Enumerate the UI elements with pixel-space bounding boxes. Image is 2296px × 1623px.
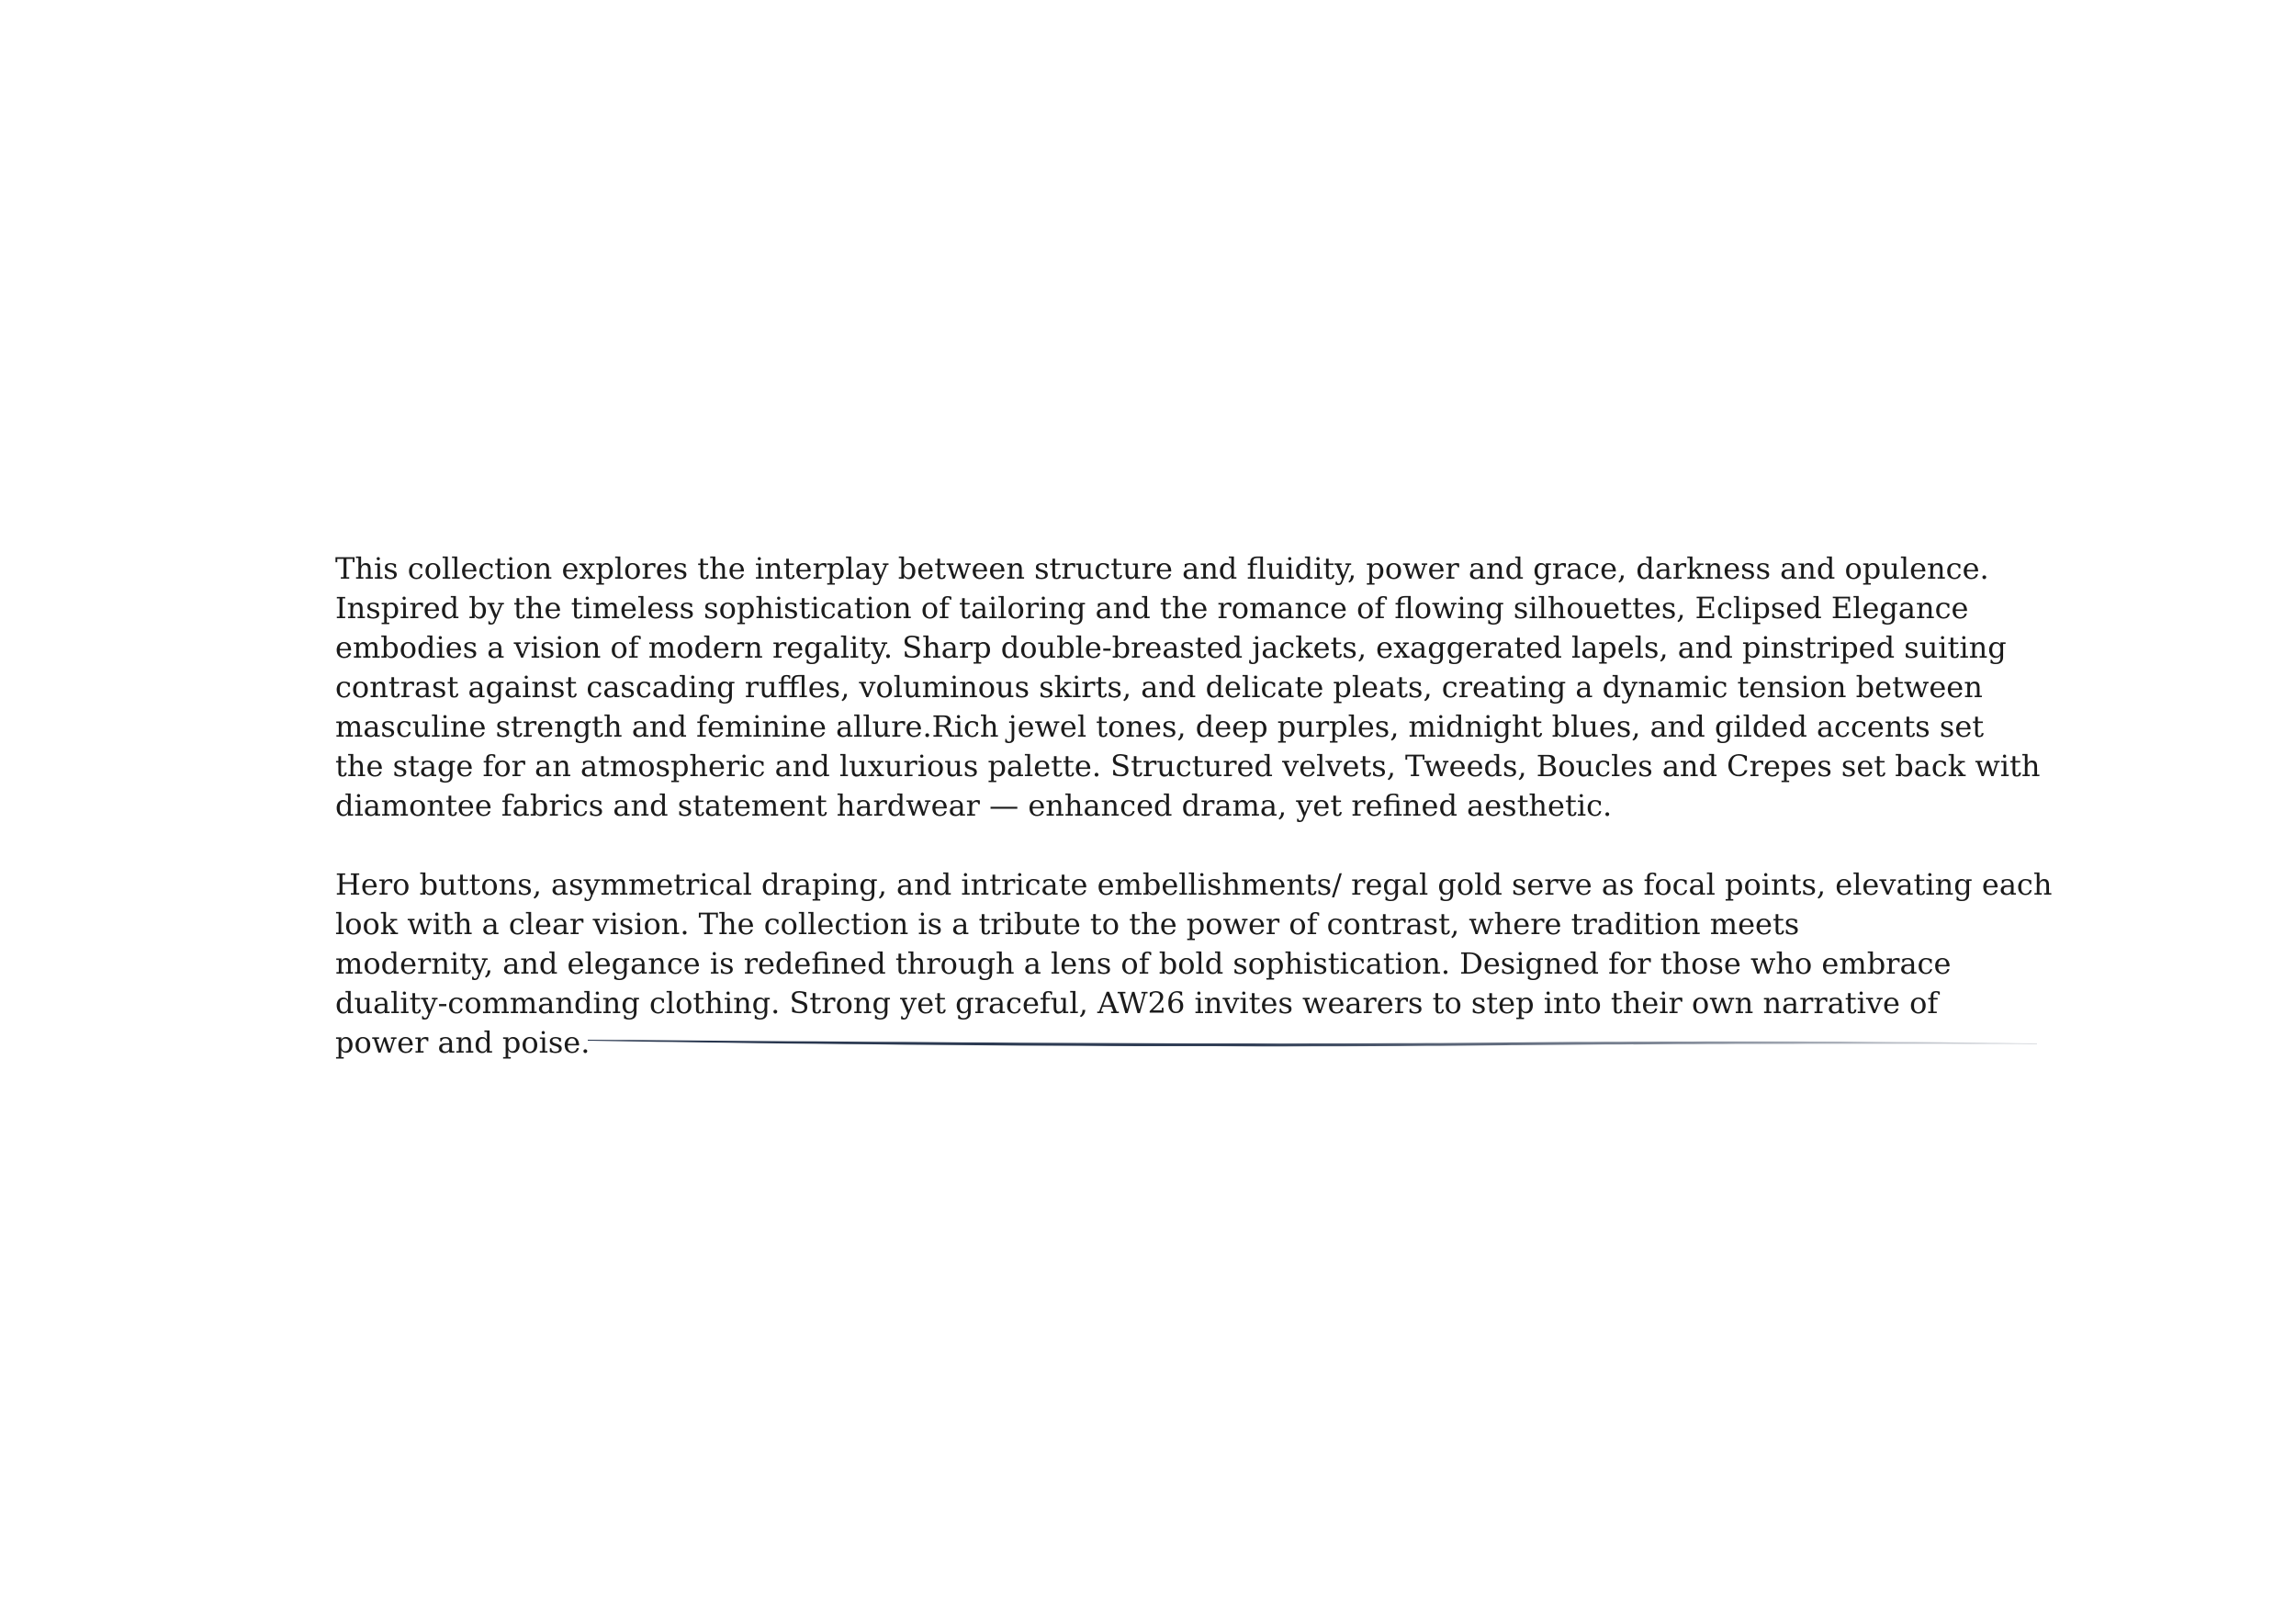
paragraph-spacer bbox=[335, 826, 2062, 865]
paragraph-line: modernity, and elegance is redefined through a lens of bold sophistication. Designed for those who embrace bbox=[335, 946, 1952, 981]
paragraph-line: Inspired by the timeless sophistication of tailoring and the romance of flowing silhouettes, Eclipsed Elegance bbox=[335, 591, 1969, 626]
paragraph-line: masculine strength and feminine allure.Rich jewel tones, deep purples, midnight blues, and gilded accents set bbox=[335, 709, 1985, 744]
collection-description bbox=[335, 549, 2062, 1063]
paragraph-1 bbox=[335, 549, 2062, 826]
paragraph-line: look with a clear vision. The collection is a tribute to the power of contrast, where tradition meets bbox=[335, 907, 1800, 941]
brush-stroke-divider bbox=[588, 1038, 2037, 1051]
paragraph-line: duality-commanding clothing. Strong yet graceful, AW26 invites wearers to step into their own narrative of bbox=[335, 986, 1939, 1020]
brush-stroke-path bbox=[588, 1040, 2037, 1046]
paragraph-line: the stage for an atmospheric and luxurious palette. Structured velvets, Tweeds, Boucles and Crepes set back with bbox=[335, 749, 2041, 783]
paragraph-line-last: power and poise. bbox=[335, 1025, 591, 1060]
paragraph-line: contrast against cascading ruffles, voluminous skirts, and delicate pleats, creating a dynamic tension between bbox=[335, 670, 1983, 704]
paragraph-line: This collection explores the interplay between structure and fluidity, power and grace, darkness and opulence. bbox=[335, 551, 1989, 586]
paragraph-2 bbox=[335, 865, 2062, 1063]
paragraph-line: diamontee fabrics and statement hardwear — enhanced drama, yet refined aesthetic. bbox=[335, 788, 1613, 823]
paragraph-line: embodies a vision of modern regality. Sharp double-breasted jackets, exaggerated lapels, and pinstriped suiting bbox=[335, 630, 2007, 665]
paragraph-line: Hero buttons, asymmetrical draping, and intricate embellishments/ regal gold serve as focal points, elevating each bbox=[335, 867, 2053, 902]
